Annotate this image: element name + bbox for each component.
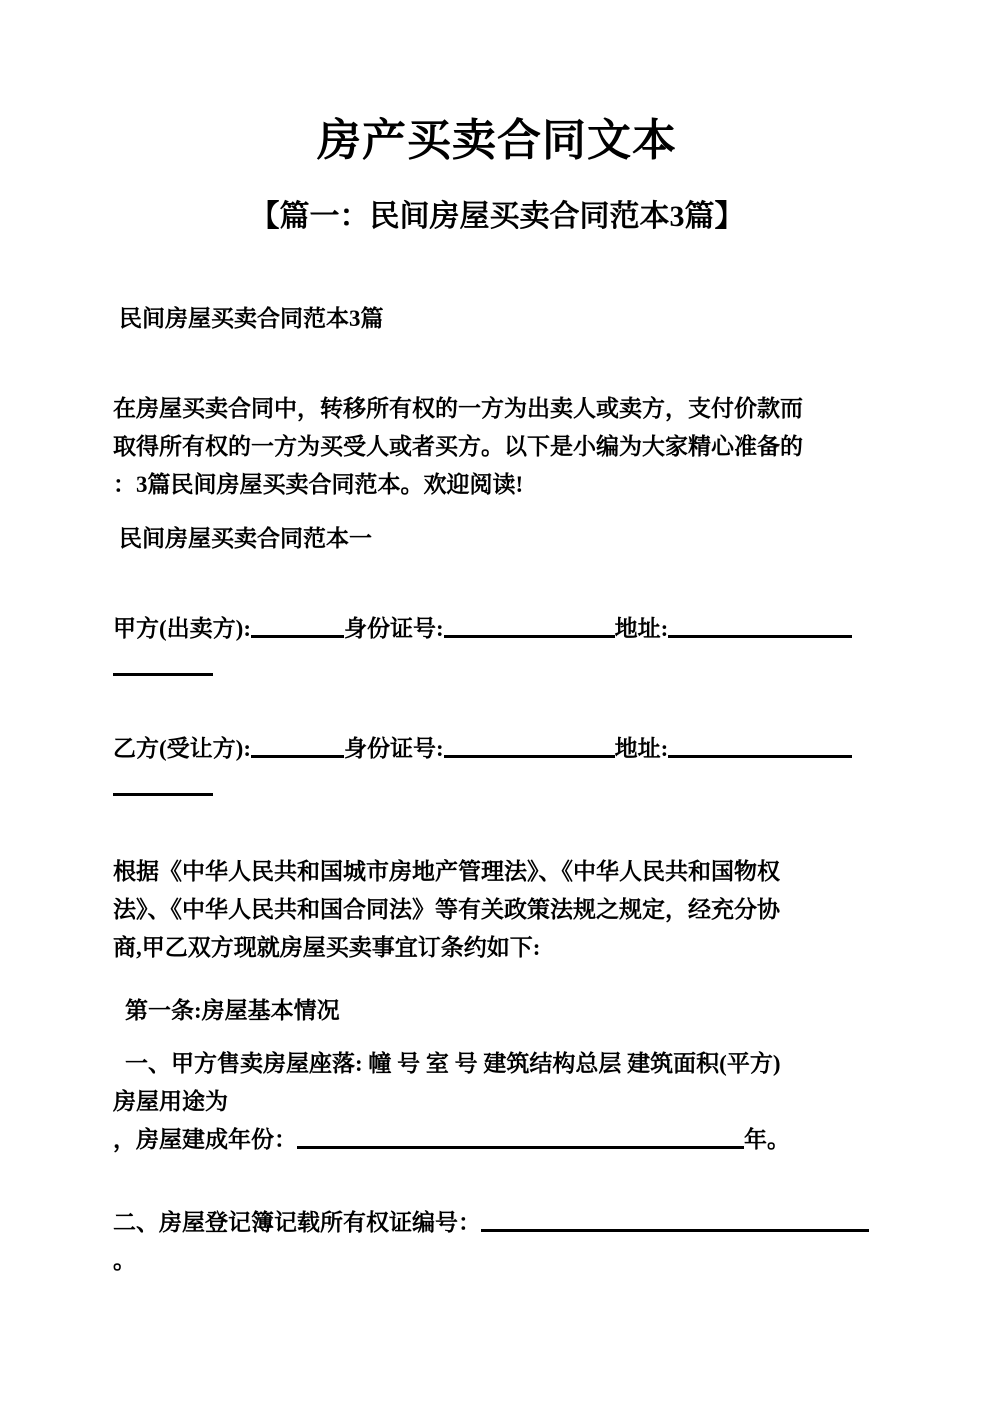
text-line — [113, 730, 881, 768]
text-run: 商,甲乙双方现就房屋买卖事宜订条约如下: — [113, 935, 541, 960]
document-body — [113, 300, 881, 1280]
blank-field — [113, 793, 213, 796]
text-line — [113, 1121, 881, 1159]
text-line — [113, 428, 881, 466]
heading-article-1 — [113, 992, 881, 1030]
text-run: 地址: — [614, 616, 669, 641]
form-party-b — [113, 730, 881, 806]
text-run: ：3篇民间房屋买卖合同范本。欢迎阅读! — [113, 472, 524, 497]
blank-field — [668, 635, 852, 638]
text-line — [113, 390, 881, 428]
text-line — [113, 648, 881, 686]
document-subtitle: 【篇一：民间房屋买卖合同范本3篇】 — [249, 200, 745, 233]
heading-fanben-yi — [113, 520, 881, 558]
blank-field — [481, 1229, 869, 1232]
blank-field — [444, 635, 615, 638]
text-run: ，房屋建成年份： — [113, 1127, 297, 1152]
text-line — [113, 520, 881, 558]
form-registration — [113, 1204, 881, 1280]
text-line — [113, 300, 881, 338]
text-line — [113, 768, 881, 806]
paragraph-legal — [113, 853, 881, 967]
text-line — [113, 853, 881, 891]
text-line — [113, 610, 881, 648]
text-run: 二、房屋登记簿记载所有权证编号： — [113, 1210, 481, 1235]
text-line — [113, 1242, 881, 1280]
text-run: 甲方(出卖方): — [113, 616, 251, 641]
text-run: 乙方(受让方): — [113, 736, 251, 761]
form-party-a — [113, 610, 881, 686]
text-line — [113, 1083, 881, 1121]
text-run: 一、甲方售卖房屋座落: 幢 号 室 号 建筑结构总层 建筑面积(平方) — [125, 1051, 781, 1076]
text-run: 法》、《中华人民共和国合同法》等有关政策法规之规定，经充分协 — [113, 897, 780, 922]
text-run: 地址: — [614, 736, 669, 761]
text-run: 第一条:房屋基本情况 — [125, 998, 340, 1023]
paragraph-intro — [113, 390, 881, 504]
text-line — [113, 1204, 881, 1242]
text-line — [113, 466, 881, 504]
blank-field — [113, 673, 213, 676]
text-line — [113, 992, 881, 1030]
text-run: 身份证号: — [343, 616, 444, 641]
text-run: 取得所有权的一方为买受人或者买方。以下是小编为大家精心准备的 — [113, 434, 803, 459]
blank-field — [251, 755, 344, 758]
text-run: 民间房屋买卖合同范本一 — [119, 526, 372, 551]
blank-field — [251, 635, 344, 638]
text-run: 根据《中华人民共和国城市房地产管理法》、《中华人民共和国物权 — [113, 859, 780, 884]
text-line — [113, 891, 881, 929]
text-run: 民间房屋买卖合同范本3篇 — [119, 306, 384, 331]
blank-field — [668, 755, 852, 758]
blank-field — [297, 1146, 744, 1149]
document-title: 房产买卖合同文本 — [317, 116, 677, 165]
paragraph-house-info — [113, 1045, 881, 1159]
text-run: 。 — [113, 1248, 136, 1273]
text-run: 年。 — [744, 1127, 790, 1152]
text-run: 身份证号: — [343, 736, 444, 761]
blank-field — [444, 755, 615, 758]
heading-fanben-3pian — [113, 300, 881, 338]
text-run: 房屋用途为 — [113, 1089, 228, 1114]
text-line — [113, 1045, 881, 1083]
text-run: 在房屋买卖合同中，转移所有权的一方为出卖人或卖方，支付价款而 — [113, 396, 803, 421]
text-line — [113, 929, 881, 967]
